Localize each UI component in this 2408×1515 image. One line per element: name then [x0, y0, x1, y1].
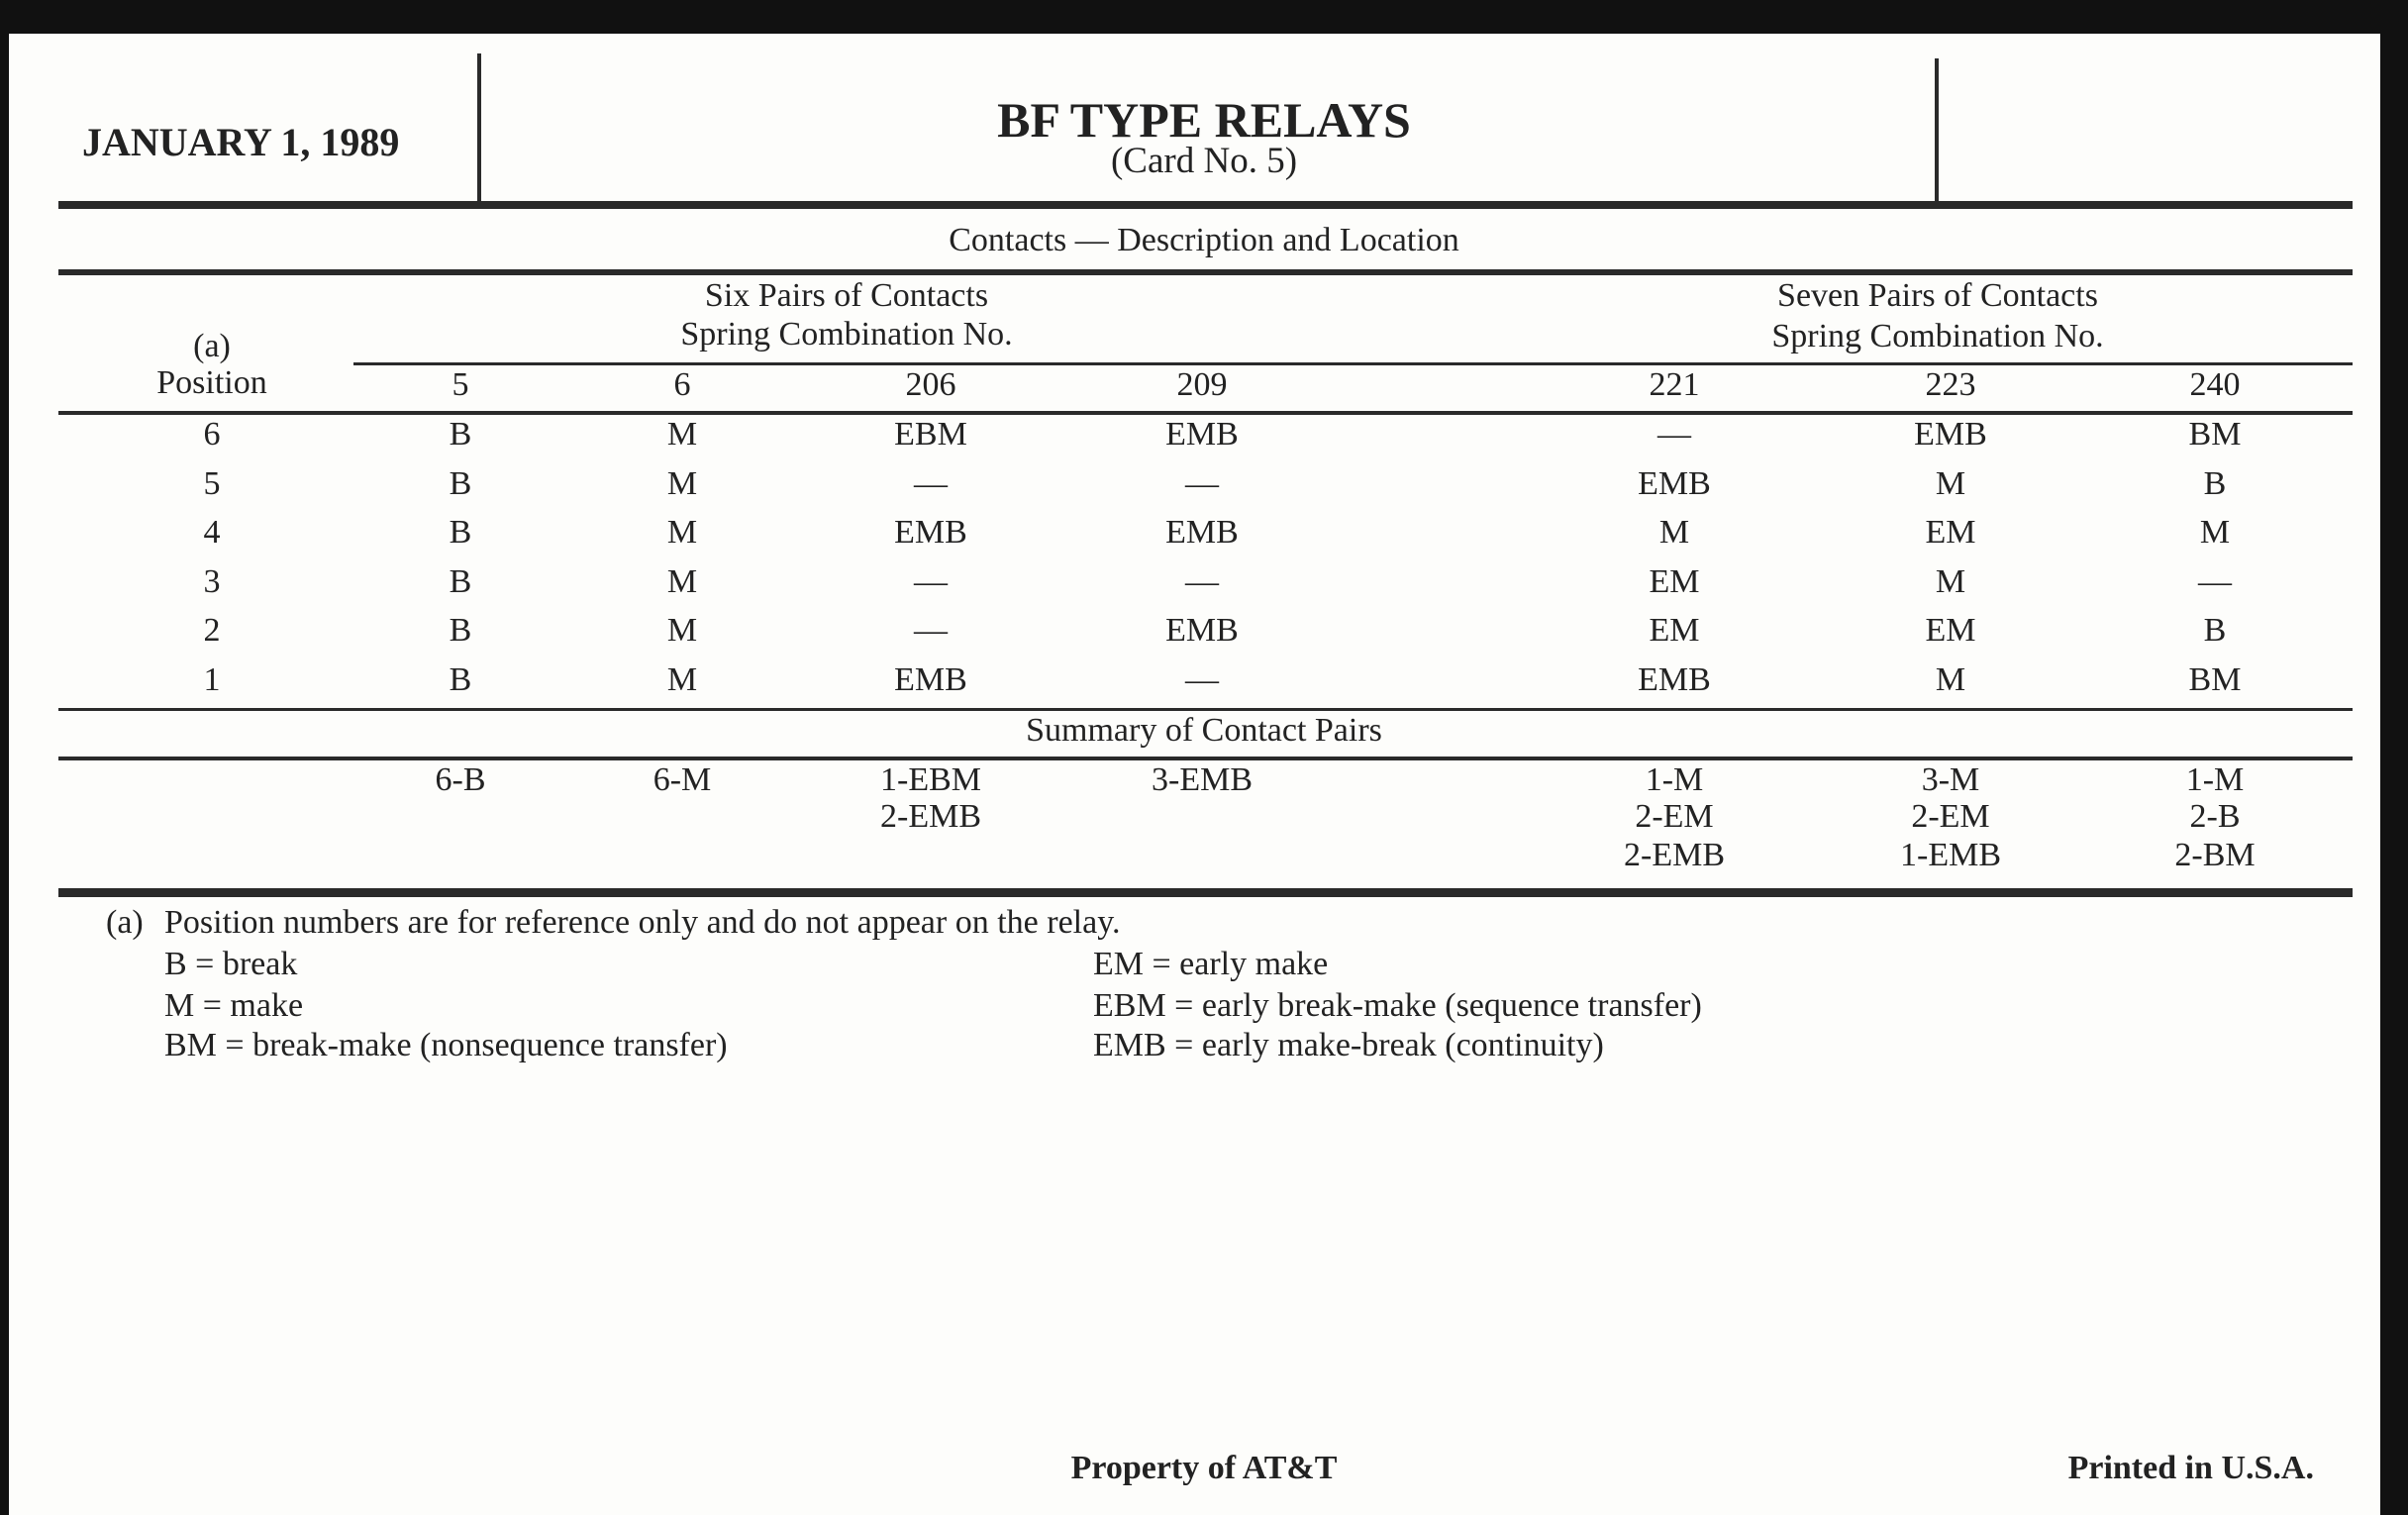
position-header: Position — [156, 364, 267, 401]
legend-item: EBM = early break-make (sequence transfer) — [1093, 987, 1702, 1024]
divider — [58, 269, 2353, 275]
contact-cell: — — [1657, 416, 1691, 453]
contact-cell: EMB — [1914, 416, 1987, 453]
date: JANUARY 1, 1989 — [82, 120, 400, 164]
column-header-223: 223 — [1925, 366, 1976, 403]
summary-cell: 2-BM — [2174, 837, 2256, 873]
contact-cell: EMB — [894, 661, 967, 698]
position-cell: 2 — [203, 612, 221, 649]
contact-cell: M — [666, 465, 698, 502]
summary-cell: 6-M — [652, 761, 712, 798]
card-number: (Card No. 5) — [1110, 141, 1298, 181]
contact-cell: BM — [2188, 416, 2242, 453]
legend-item: EMB = early make-break (continuity) — [1093, 1027, 1604, 1063]
contact-cell: — — [2198, 563, 2232, 600]
footer-property: Property of AT&T — [1070, 1450, 1338, 1486]
column-header-5: 5 — [452, 366, 469, 403]
summary-cell: 2-EMB — [1624, 837, 1725, 873]
legend-item: M = make — [164, 987, 304, 1024]
contact-cell: B — [449, 612, 472, 649]
position-cell: 6 — [203, 416, 221, 453]
contact-cell: EMB — [894, 514, 967, 551]
column-header-221: 221 — [1649, 366, 1700, 403]
contact-cell: M — [1935, 465, 1966, 502]
contact-cell: M — [1935, 563, 1966, 600]
summary-cell: 3-EMB — [1152, 761, 1253, 798]
contact-cell: M — [1658, 514, 1690, 551]
contact-cell: — — [1185, 661, 1219, 698]
column-header-209: 209 — [1176, 366, 1228, 403]
column-header-6: 6 — [673, 366, 691, 403]
footnote-marker: (a) — [106, 904, 144, 941]
contact-cell: — — [1185, 563, 1219, 600]
contact-cell: M — [666, 514, 698, 551]
page-title: BF TYPE RELAYS — [997, 92, 1411, 148]
contact-cell: EMB — [1165, 416, 1239, 453]
group-six-subtitle: Spring Combination No. — [680, 316, 1013, 353]
contact-cell: M — [1935, 661, 1966, 698]
summary-cell: 6-B — [435, 761, 486, 798]
contact-cell: — — [914, 612, 948, 649]
summary-cell: 1-EMB — [1900, 837, 2001, 873]
header-divider-left — [477, 53, 481, 202]
footer-printed: Printed in U.S.A. — [2067, 1450, 2314, 1486]
summary-cell: 1-EBM — [880, 761, 981, 798]
contact-cell: EBM — [894, 416, 967, 453]
divider — [58, 201, 2353, 209]
legend-item: EM = early make — [1093, 946, 1329, 982]
contact-cell: EMB — [1165, 612, 1239, 649]
position-cell: 1 — [203, 661, 221, 698]
group-seven-title: Seven Pairs of Contacts — [1777, 277, 2098, 314]
contact-cell: M — [666, 612, 698, 649]
contact-cell: M — [666, 416, 698, 453]
position-cell: 4 — [203, 514, 221, 551]
contact-cell: B — [449, 514, 472, 551]
header-divider-right — [1935, 58, 1939, 202]
column-header-206: 206 — [905, 366, 956, 403]
contact-cell: BM — [2188, 661, 2242, 698]
legend-item: BM = break-make (nonsequence transfer) — [164, 1027, 728, 1063]
divider — [58, 888, 2353, 897]
contact-cell: — — [1185, 465, 1219, 502]
footnote-text: Position numbers are for reference only and do not appear on the relay. — [164, 904, 1121, 941]
divider — [353, 362, 2353, 365]
column-header-240: 240 — [2189, 366, 2241, 403]
summary-cell: 2-B — [2189, 798, 2241, 835]
legend-item: B = break — [164, 946, 298, 982]
summary-cell: 2-EM — [1911, 798, 1990, 835]
contact-cell: EM — [1925, 612, 1976, 649]
contact-cell: — — [914, 563, 948, 600]
contact-cell: EM — [1649, 563, 1700, 600]
contact-cell: EM — [1925, 514, 1976, 551]
contact-cell: — — [914, 465, 948, 502]
summary-title: Summary of Contact Pairs — [1026, 712, 1382, 749]
position-cell: 5 — [203, 465, 221, 502]
position-cell: 3 — [203, 563, 221, 600]
divider — [58, 411, 2353, 415]
contact-cell: M — [2199, 514, 2231, 551]
contact-cell: B — [449, 416, 472, 453]
section-title: Contacts — Description and Location — [949, 222, 1459, 258]
position-note: (a) — [193, 328, 231, 364]
contact-cell: B — [449, 661, 472, 698]
summary-cell: 3-M — [1921, 761, 1980, 798]
divider — [58, 708, 2353, 711]
contact-cell: B — [2203, 465, 2227, 502]
contact-cell: B — [449, 563, 472, 600]
summary-cell: 1-M — [1645, 761, 1704, 798]
contact-cell: EMB — [1638, 661, 1711, 698]
contact-cell: EM — [1649, 612, 1700, 649]
group-seven-subtitle: Spring Combination No. — [1771, 318, 2104, 354]
summary-cell: 2-EM — [1635, 798, 1714, 835]
contact-cell: B — [449, 465, 472, 502]
contact-cell: EMB — [1638, 465, 1711, 502]
divider — [58, 757, 2353, 760]
summary-cell: 1-M — [2185, 761, 2245, 798]
group-six-title: Six Pairs of Contacts — [704, 277, 989, 314]
contact-cell: B — [2203, 612, 2227, 649]
contact-cell: M — [666, 563, 698, 600]
summary-cell: 2-EMB — [880, 798, 981, 835]
contact-cell: M — [666, 661, 698, 698]
contact-cell: EMB — [1165, 514, 1239, 551]
